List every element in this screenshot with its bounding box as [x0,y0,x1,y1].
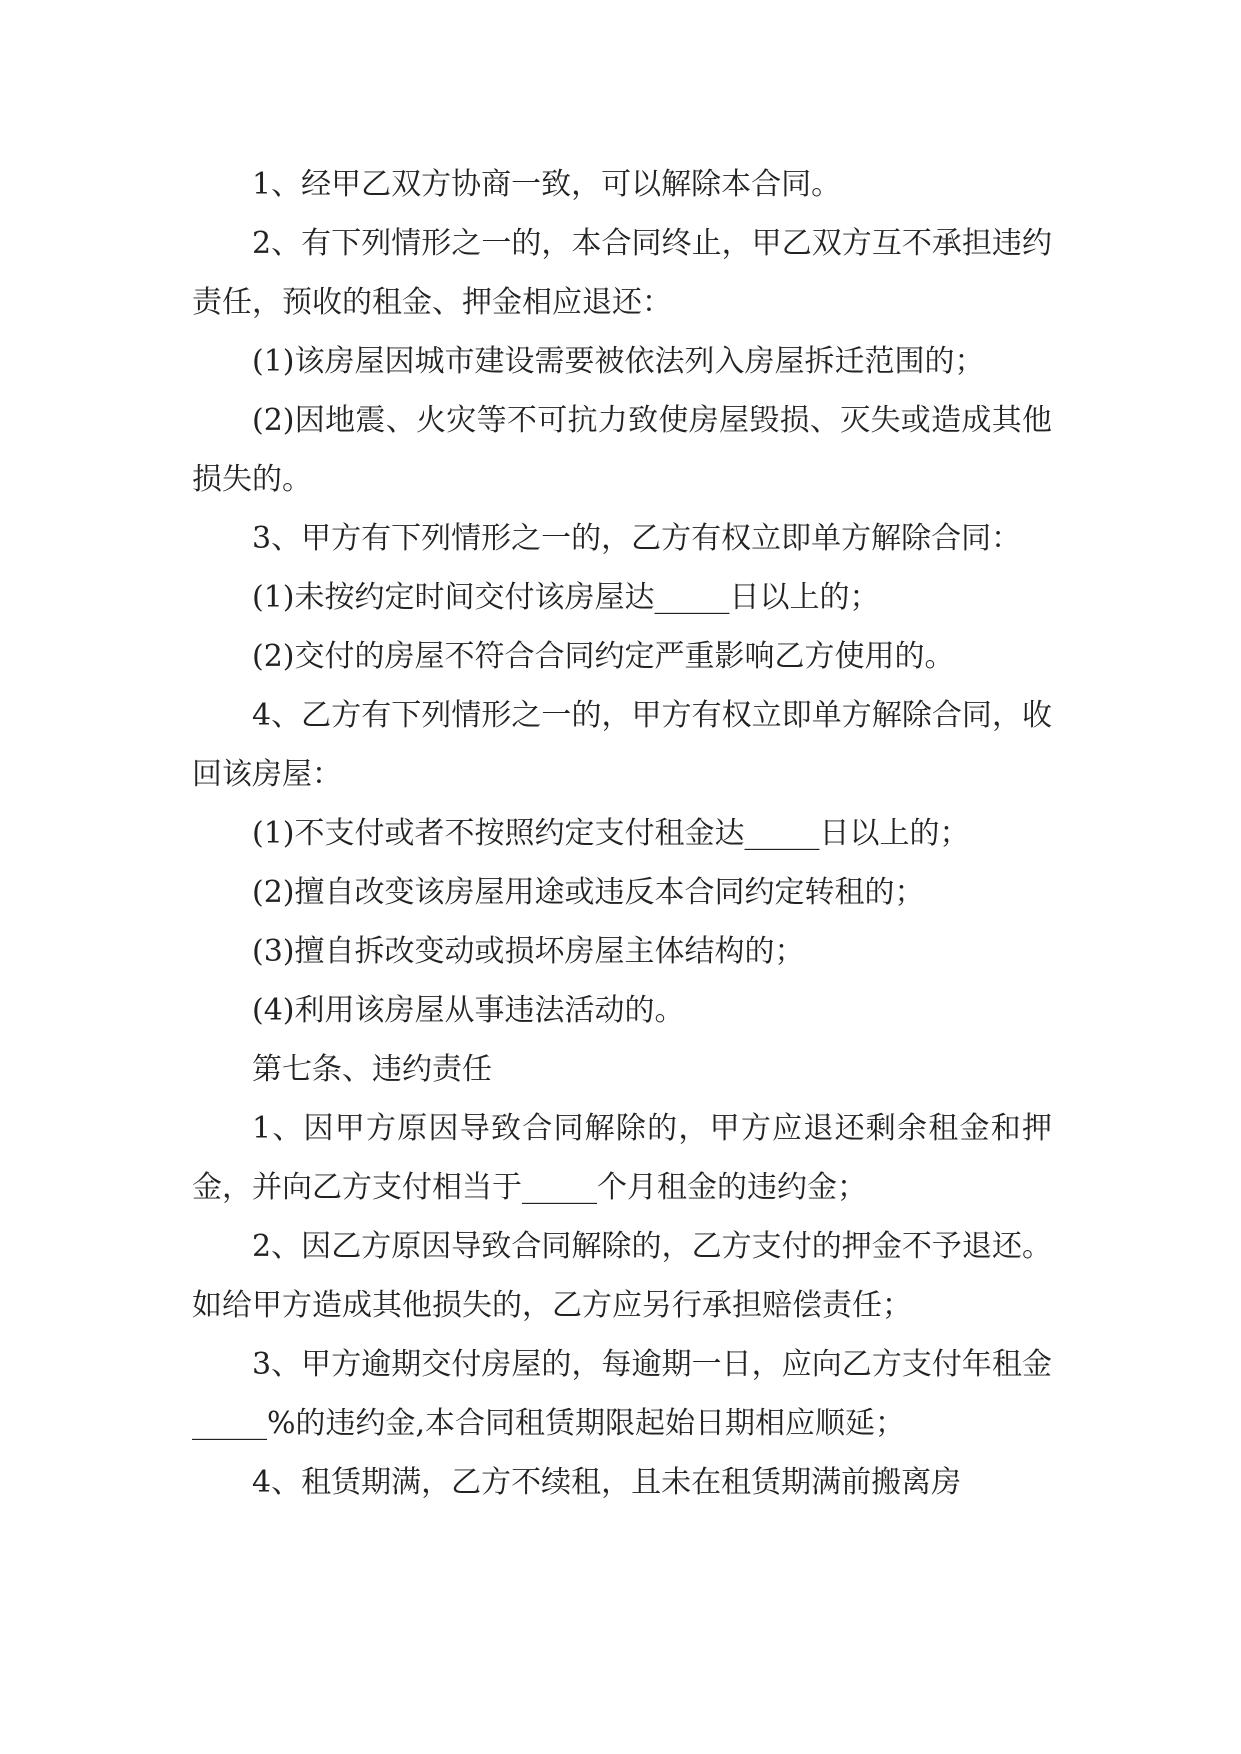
paragraph: 1、经甲乙双方协商一致，可以解除本合同。 [252,167,842,202]
paragraph: (4)利用该房屋从事违法活动的。 [252,993,685,1028]
paragraph: (1)该房屋因城市建设需要被依法列入房屋拆迁范围的； [252,344,985,379]
paragraph: (2)擅自改变该房屋用途或违反本合同约定转租的； [252,875,925,910]
paragraph: 4、乙方有下列情形之一的，甲方有权立即单方解除合同，收回该房屋： [192,698,1052,792]
paragraph: (2)交付的房屋不符合合同约定严重影响乙方使用的。 [252,639,955,674]
paragraph: 4、租赁期满，乙方不续租，且未在租赁期满前搬离房 [252,1465,962,1500]
paragraph: 3、甲方逾期交付房屋的，每逾期一日，应向乙方支付年租金_____%的违约金,本合同租赁期限起始日期相应顺延； [192,1347,1052,1441]
paragraph: (3)擅自拆改变动或损坏房屋主体结构的； [252,934,805,969]
paragraph: (2)因地震、火灾等不可抗力致使房屋毁损、灭失或造成其他损失的。 [192,403,1052,497]
document-body [192,155,1052,1512]
paragraph: (1)未按约定时间交付该房屋达_____日以上的； [252,580,880,615]
paragraph: 2、有下列情形之一的，本合同终止，甲乙双方互不承担违约责任，预收的租金、押金相应退还： [192,226,1052,320]
paragraph: 3、甲方有下列情形之一的，乙方有权立即单方解除合同： [252,521,1022,556]
paragraph: 1、因甲方原因导致合同解除的，甲方应退还剩余租金和押金，并向乙方支付相当于_____个月租金的违约金； [192,1111,1052,1205]
section-heading: 第七条、违约责任 [252,1052,492,1087]
paragraph: (1)不支付或者不按照约定支付租金达_____日以上的； [252,816,970,851]
paragraph: 2、因乙方原因导致合同解除的，乙方支付的押金不予退还。如给甲方造成其他损失的，乙方应另行承担赔偿责任； [192,1229,1052,1323]
